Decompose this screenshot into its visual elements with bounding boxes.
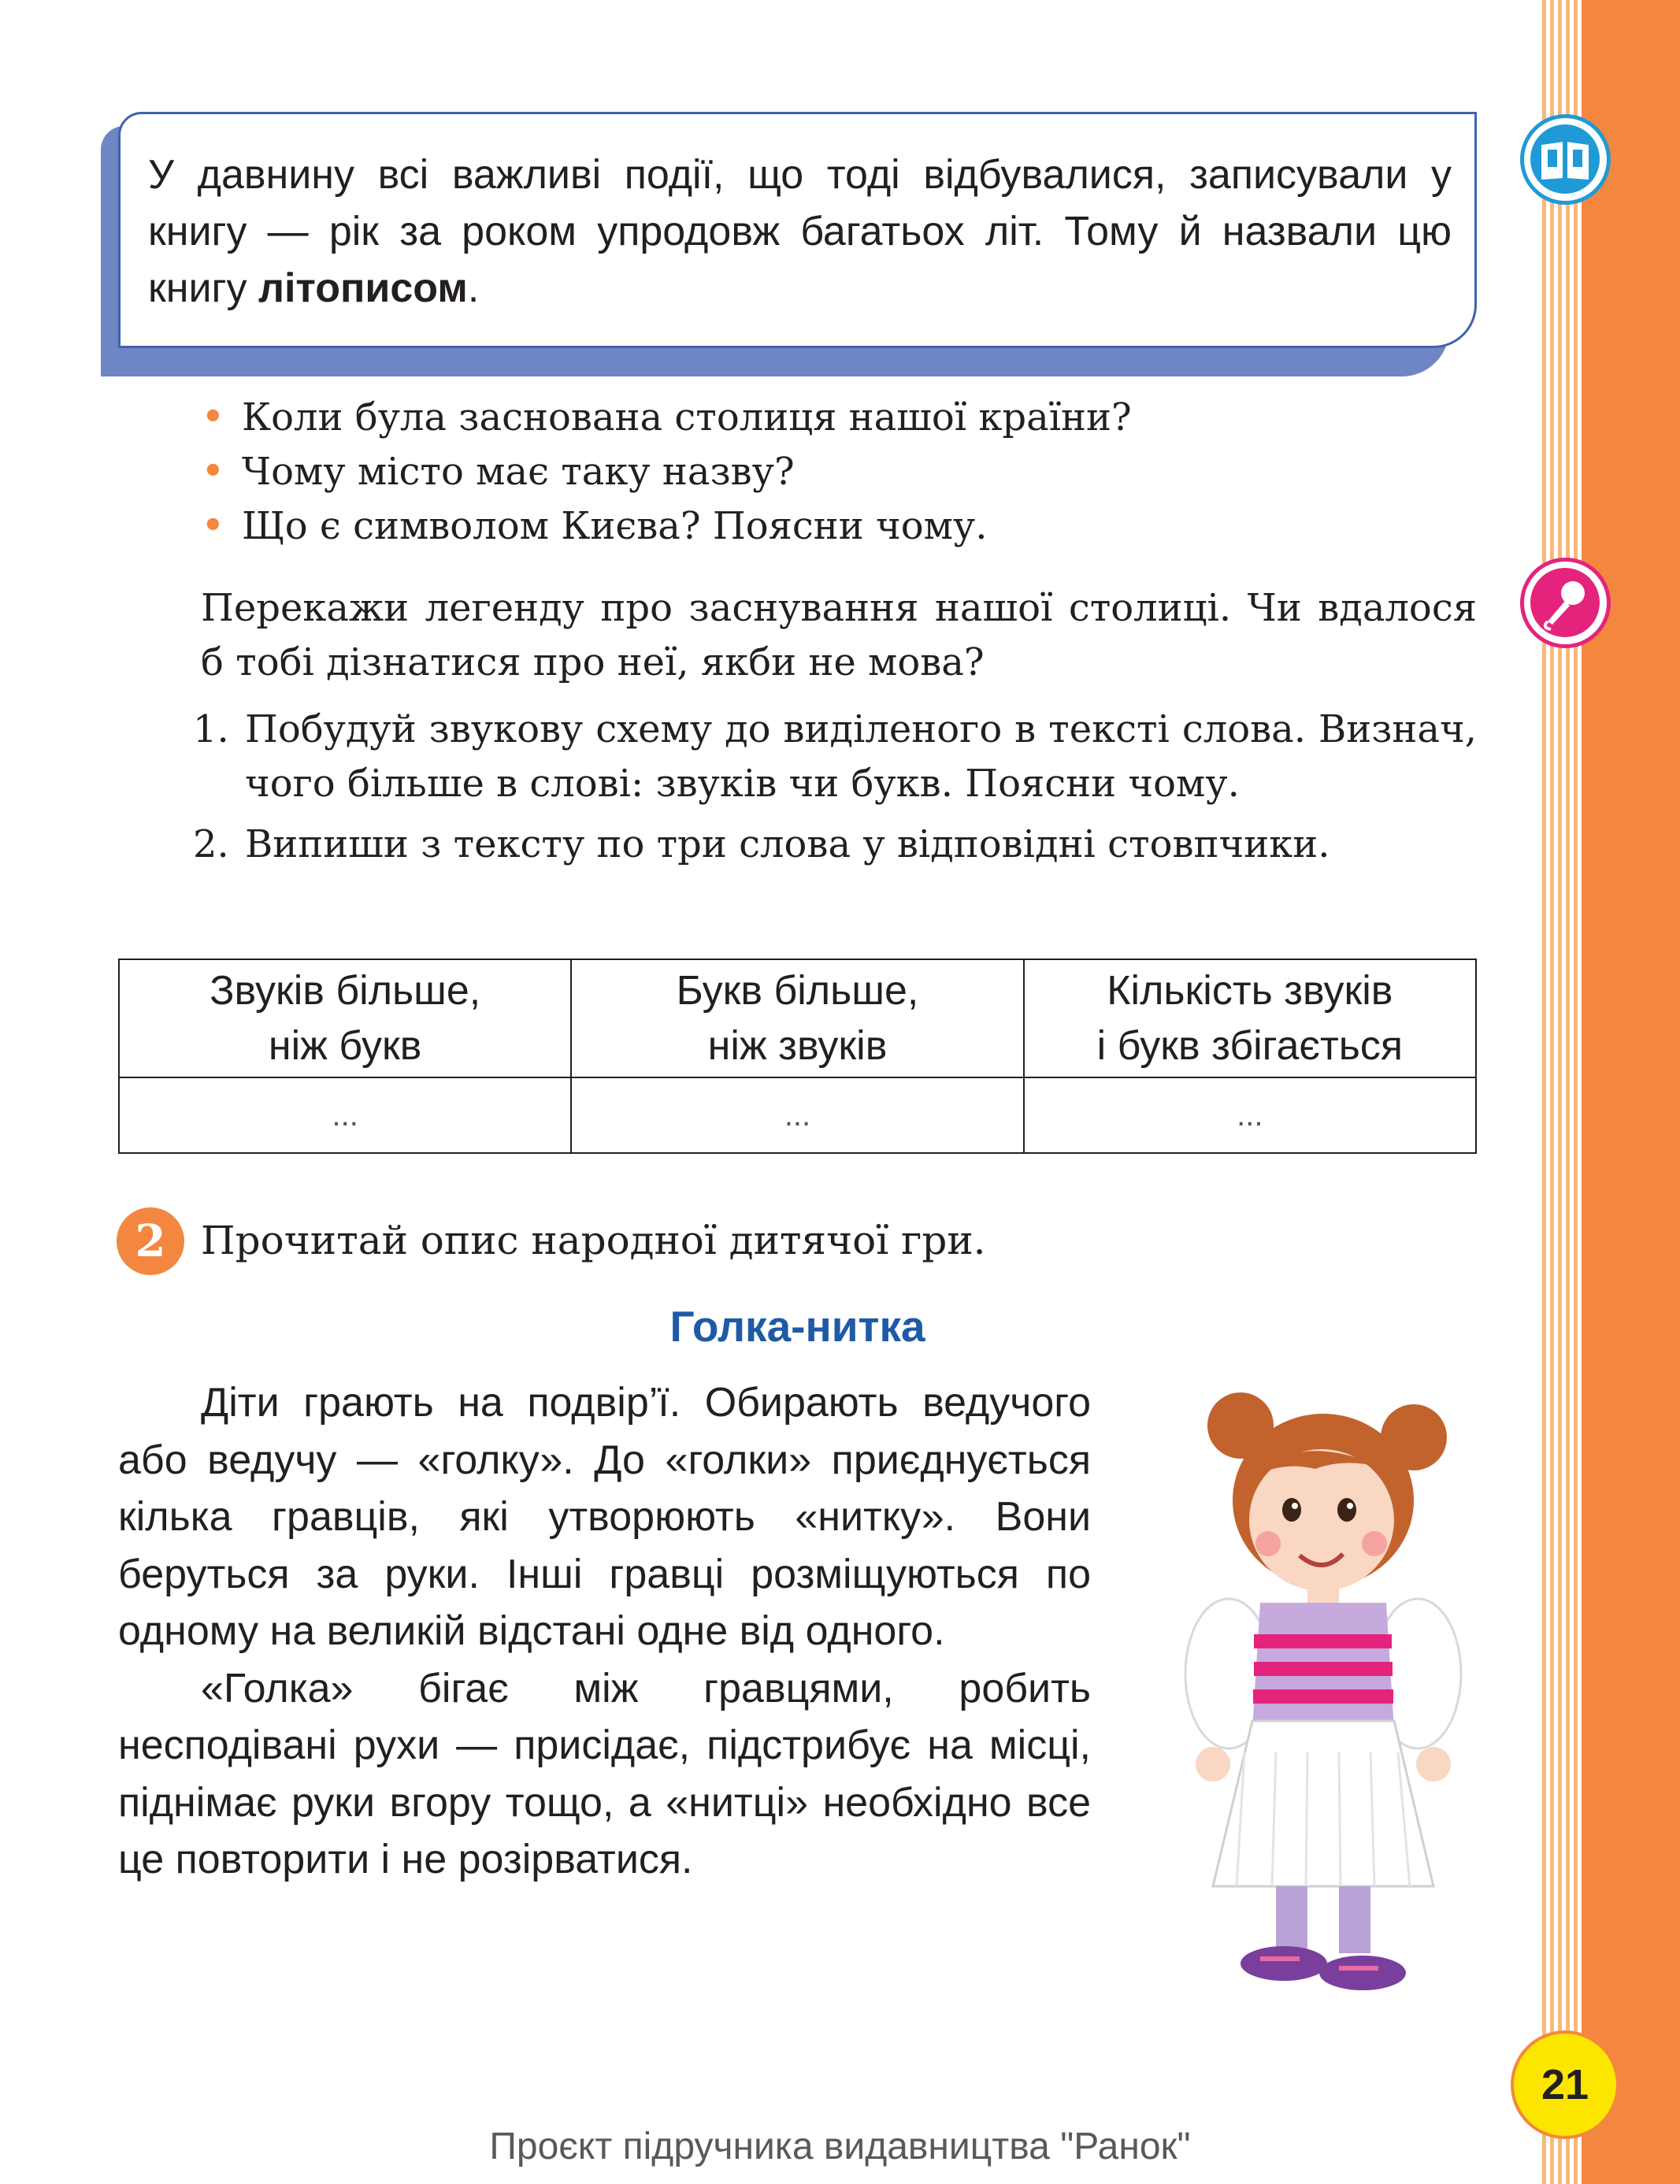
skirt: [1213, 1721, 1433, 1886]
task-list: [193, 703, 1477, 878]
microphone-icon: [1520, 558, 1611, 648]
table-header: Звуків більше, ніж букв: [119, 959, 571, 1077]
task-item: 1. Побудуй звукову схему до виділеного в тексті слова. Визнач, чого більше в слові: звуків чи букв. Поясни чому.: [193, 707, 1477, 806]
question-list: [201, 391, 1132, 554]
page-number: 21: [1511, 2030, 1619, 2139]
exercise-instruction: Прочитай опис народної дитячої гри.: [201, 1218, 986, 1263]
table-header: Букв більше, ніж звуків: [571, 959, 1023, 1077]
question-item: • Що є символом Києва? Поясни чому.: [201, 499, 1132, 554]
girl-illustration: [1181, 1382, 1465, 1997]
story-text: [118, 1374, 1091, 1889]
footer-text: Проєкт підручника видавництва "Ранок": [489, 2126, 1191, 2167]
table-cell: ...: [1024, 1077, 1476, 1153]
words-table: [118, 959, 1477, 1154]
question-item: • Чому місто має таку назву?: [201, 445, 1132, 499]
margin-band: [1582, 0, 1680, 2184]
question-item: • Коли була заснована столиця нашої країни?: [201, 391, 1132, 445]
shoe: [1319, 1956, 1406, 1990]
exercise-number-badge: 2: [117, 1207, 184, 1275]
story-paragraph: «Голка» бігає між гравцями, робить несподівані рухи — присідає, підстрибує на місці, піднімає руки вгору тощо, а «нитці» необхідно все це повторити і не розірватися.: [118, 1665, 1091, 1882]
margin-stripes: [1542, 0, 1582, 2184]
retell-text: Перекажи легенду про заснування нашої столиці. Чи вдалося б тобі дізнатися про неї, якби не мова?: [201, 586, 1477, 684]
task-item: 2. Випиши з тексту по три слова у відповідні стовпчики.: [193, 822, 1330, 866]
face: [1249, 1449, 1394, 1591]
shoe: [1241, 1946, 1327, 1981]
info-text: У давнину всі важливі події, що тоді відбувалися, записували у книгу — рік за роком упродовж багатьох літ. Тому й назвали цю книгу літописом.: [148, 152, 1452, 311]
table-cell: ...: [119, 1077, 571, 1153]
table-cell: ...: [571, 1077, 1023, 1153]
story-paragraph: Діти грають на подвір’ї. Обирають ведучого або ведучу — «голку». До «голки» приєднується кілька гравців, які утворюють «нитку». Вони беруться за руки. Інші гравці розміщуються по одному на великій відстані одне від одного.: [118, 1380, 1091, 1654]
table-header: Кількість звуків і букв збігається: [1024, 959, 1476, 1077]
info-highlight: літописом: [258, 265, 468, 311]
book-icon: [1520, 114, 1611, 205]
story-title: Голка-нитка: [669, 1302, 925, 1351]
